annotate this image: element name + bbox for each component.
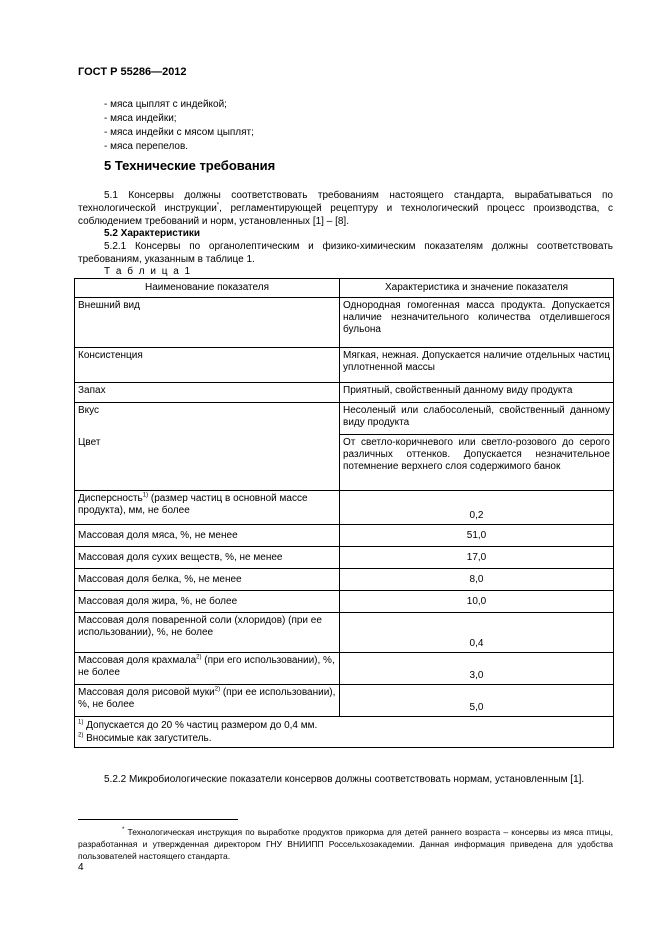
table-caption: Т а б л и ц а 1 xyxy=(104,266,192,277)
paragraph-5-2-1 xyxy=(78,240,613,266)
table-row xyxy=(75,569,614,591)
row-value: Несоленый или слабосоленый, свойственный данному виду продукта xyxy=(340,403,614,435)
table-row xyxy=(75,298,614,348)
row-name xyxy=(75,653,340,685)
table-row xyxy=(75,435,614,491)
paragraph-5-1 xyxy=(78,189,613,228)
page-number: 4 xyxy=(78,862,84,873)
footnote-mark: 1) xyxy=(78,719,84,726)
column-header: Наименование показателя xyxy=(75,279,340,298)
row-name-text: (размер частиц в основной массе продукта), мм, не более xyxy=(78,493,308,516)
row-value: 5,0 xyxy=(340,685,614,717)
paragraph-text: , регламентирующей рецептуру и технологический процесс производства, с соблюдением требований и норм, установленных [1] – [8]. xyxy=(78,203,613,227)
row-value: 0,4 xyxy=(340,613,614,653)
footnote-mark: 2) xyxy=(78,732,84,739)
row-name: Запах xyxy=(75,383,340,403)
footnote-mark: 1) xyxy=(142,492,149,499)
footnote xyxy=(78,826,613,862)
row-value: 17,0 xyxy=(340,547,614,569)
list-item: - мяса индейки с мясом цыплят; xyxy=(104,127,254,138)
paragraph-text: 5.1 Консервы должны соответствовать требованиям настоящего стандарта, вырабатываться по технологической инструкции xyxy=(78,190,613,214)
footnote-mark: * xyxy=(216,202,220,209)
note-text: Вносимые как загуститель. xyxy=(83,733,212,744)
footnote-text: Технологическая инструкция по выработке продуктов прикорма для детей раннего возраста – консервы из мяса птицы, разработанная и утвержденная директором ГНУ ВНИИПП Россельхозакадемии. Данная информация приведена для удобства пользователей настоящего стандарта. xyxy=(78,827,613,861)
row-value: 3,0 xyxy=(340,653,614,685)
note-text: Допускается до 20 % частиц размером до 0,4 мм. xyxy=(83,720,318,731)
table-note xyxy=(78,732,610,745)
row-value: 0,2 xyxy=(340,491,614,525)
row-value: 10,0 xyxy=(340,591,614,613)
subsection-title: 5.2 Характеристики xyxy=(104,228,201,239)
paragraph-text: 5.2.2 Микробиологические показатели консервов должны соответствовать нормам, установленным [1]. xyxy=(104,774,585,785)
table-row xyxy=(75,348,614,383)
table-note xyxy=(78,719,610,732)
row-name: Массовая доля жира, %, не более xyxy=(75,591,340,613)
row-name: Массовая доля мяса, %, не менее xyxy=(75,525,340,547)
list-item: - мяса перепелов. xyxy=(104,141,189,152)
table-row xyxy=(75,685,614,717)
table-row xyxy=(75,547,614,569)
row-name xyxy=(75,491,340,525)
row-name: Массовая доля сухих веществ, %, не менее xyxy=(75,547,340,569)
requirements-table xyxy=(74,278,614,748)
row-name: Вкус xyxy=(75,403,340,435)
footnote-mark: 2) xyxy=(196,654,202,661)
row-value: 8,0 xyxy=(340,569,614,591)
list-item: - мяса цыплят с индейкой; xyxy=(104,99,227,110)
table-header-row xyxy=(75,279,614,298)
row-name: Консистенция xyxy=(75,348,340,383)
row-value: 51,0 xyxy=(340,525,614,547)
table-row xyxy=(75,653,614,685)
table-row xyxy=(75,525,614,547)
document-header: ГОСТ Р 55286—2012 xyxy=(78,66,187,78)
row-name: Массовая доля поваренной соли (хлоридов) (при ее использовании), %, не более xyxy=(75,613,340,653)
row-name-text: (при его использовании), %, не более xyxy=(78,655,335,678)
table-notes-row xyxy=(75,717,614,748)
table-row xyxy=(75,491,614,525)
row-value: Однородная гомогенная масса продукта. Допускается наличие незначительного количества отделившегося бульона xyxy=(340,298,614,348)
row-name: Внешний вид xyxy=(75,298,340,348)
footnote-mark: 2) xyxy=(214,686,221,693)
row-name: Массовая доля белка, %, не менее xyxy=(75,569,340,591)
paragraph-text: 5.2.1 Консервы по органолептическим и физико-химическим показателям должны соответствовать требованиям, указанным в таблице 1. xyxy=(78,241,613,265)
row-name-text: (при ее использовании), %, не более xyxy=(78,687,336,710)
row-value: Мягкая, нежная. Допускается наличие отдельных частиц уплотненной массы xyxy=(340,348,614,383)
footnote-mark: * xyxy=(122,827,125,834)
table-row xyxy=(75,591,614,613)
list-item: - мяса индейки; xyxy=(104,113,177,124)
section-title: 5 Технические требования xyxy=(104,158,276,173)
table-row xyxy=(75,403,614,435)
row-name: Цвет xyxy=(75,435,340,491)
paragraph-5-2-2 xyxy=(78,773,613,786)
row-value: От светло-коричневого или светло-розового до серого различных оттенков. Допускается незначительное потемнение верхнего слоя содержимого банок xyxy=(340,435,614,491)
row-name-text: Массовая доля крахмала xyxy=(78,655,197,666)
table-row xyxy=(75,383,614,403)
footnote-divider xyxy=(78,819,238,820)
row-value: Приятный, свойственный данному виду продукта xyxy=(340,383,614,403)
table-notes xyxy=(75,717,614,748)
row-name-text: Дисперсность xyxy=(78,493,143,504)
row-name xyxy=(75,685,340,717)
column-header: Характеристика и значение показателя xyxy=(340,279,614,298)
row-name-text: Массовая доля рисовой муки xyxy=(78,687,215,698)
table-row xyxy=(75,613,614,653)
